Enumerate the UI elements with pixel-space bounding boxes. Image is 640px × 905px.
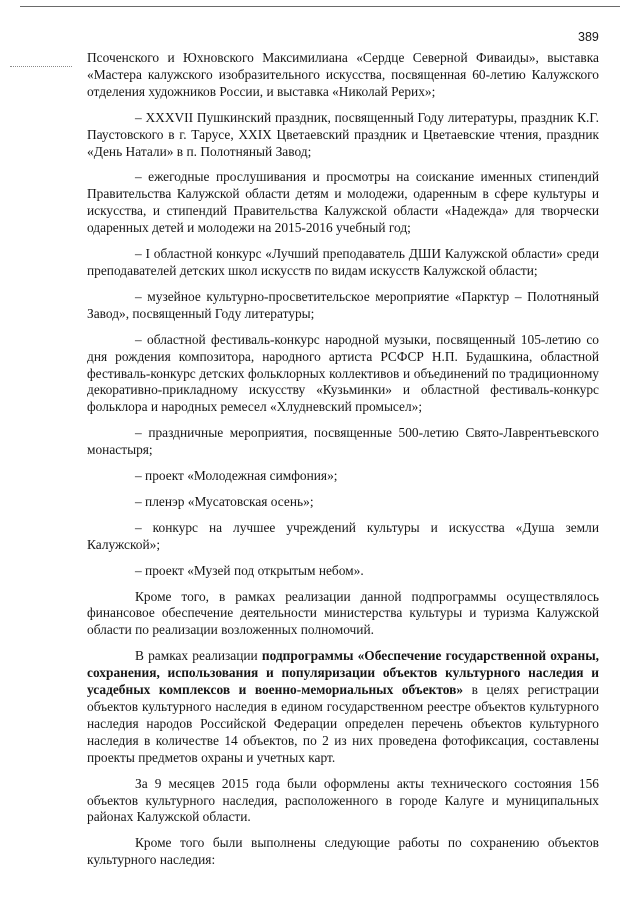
heritage-body-text: в целях регистрации объектов культурного наследия в едином государственном реестре объектов культурного наследия народов Российской Федерации определен перечень объектов культурного наследия в количестве 14 объектов, по 2 из них проведена фотофиксация, составлены проекты предметов охраны и учетных карт. bbox=[87, 682, 600, 765]
list-item-teacher-contest: – I областной конкурс «Лучший преподаватель ДШИ Калужской области» среди преподавателей детских школ искусств по видам искусств Калужской области; bbox=[87, 246, 599, 278]
list-item-soul-of-kaluga: – конкурс на лучшее учреждений культуры и искусства «Душа земли Калужской»; bbox=[87, 519, 599, 552]
paragraph-heritage-subprogram bbox=[87, 648, 599, 766]
list-item-scholarship-auditions: – ежегодные прослушивания и просмотры на соискание именных стипендий Правительства Калужской области детям и молодежи, одаренным в сфере культуры и искусства, и стипендий Правительства Калужской области «Надежда» для творчески одаренных детей и молодежи на 2015-2016 учебный год; bbox=[87, 169, 599, 236]
list-item-plein-air: – пленэр «Мусатовская осень»; bbox=[135, 493, 314, 509]
list-item-folk-music-festival: – областной фестиваль-конкурс народной музыки, посвященный 105-летию со дня рождения композитора, народного артиста РСФСР Н.П. Будашкина, областной фестиваль-конкурс детских фольклорных коллективов и объединений по традиционному декоративно-прикладному искусству «Кузьминки» и областной фестиваль-конкурс фольклора и народных ремесел «Хлудневский промысел»; bbox=[87, 331, 599, 415]
margin-mark bbox=[10, 66, 72, 67]
paragraph-ministry-funding: Кроме того, в рамках реализации данной подпрограммы осуществлялось финансовое обеспечение деятельности министерства культуры и туризма Калужской области по реализации возложенных полномочий. bbox=[87, 588, 599, 638]
list-item-parktour: – музейное культурно-просветительское мероприятие «Парктур – Полотняный Завод», посвященный Году литературы; bbox=[87, 288, 599, 321]
subprogram-title: подпрограммы «Обеспечение государственной охраны, сохранения, использования и популяризации объектов культурного наследия и усадебных комплексов и военно-мемориальных объектов» bbox=[87, 648, 599, 698]
heritage-intro-text: В рамках реализации bbox=[135, 648, 262, 664]
list-item-monastery-anniversary: – праздничные мероприятия, посвященные 500-летию Свято-Лаврентьевского монастыря; bbox=[87, 425, 599, 458]
list-item-pushkin-festival: – XXXVII Пушкинский праздник, посвященный Году литературы, праздник К.Г. Паустовского в г. Тарусе, XXIX Цветаевский праздник и Цветаевские чтения, праздник «День Натали» в п. Полотняный Завод; bbox=[87, 109, 599, 159]
list-item-open-air-museum: – проект «Музей под открытым небом». bbox=[135, 562, 364, 578]
paragraph-exhibitions: Псоченского и Юхновского Максимилиана «Сердце Северной Фиваиды», выставка «Мастера калужского изобразительного искусства, посвященная 60-летию Калужского отделения художников России, и выставка «Николай Рерих»; bbox=[87, 50, 599, 99]
page-number: 389 bbox=[578, 30, 599, 44]
document-body bbox=[87, 50, 599, 878]
paragraph-conservation-works: Кроме того были выполнены следующие работы по сохранению объектов культурного наследия: bbox=[87, 835, 599, 868]
paragraph-technical-acts: За 9 месяцев 2015 года были оформлены акты технического состояния 156 объектов культурного наследия, расположенного в городе Калуге и муниципальных районах Калужской области. bbox=[87, 775, 599, 825]
list-item-youth-symphony: – проект «Молодежная симфония»; bbox=[135, 468, 338, 484]
top-rule bbox=[20, 6, 620, 7]
